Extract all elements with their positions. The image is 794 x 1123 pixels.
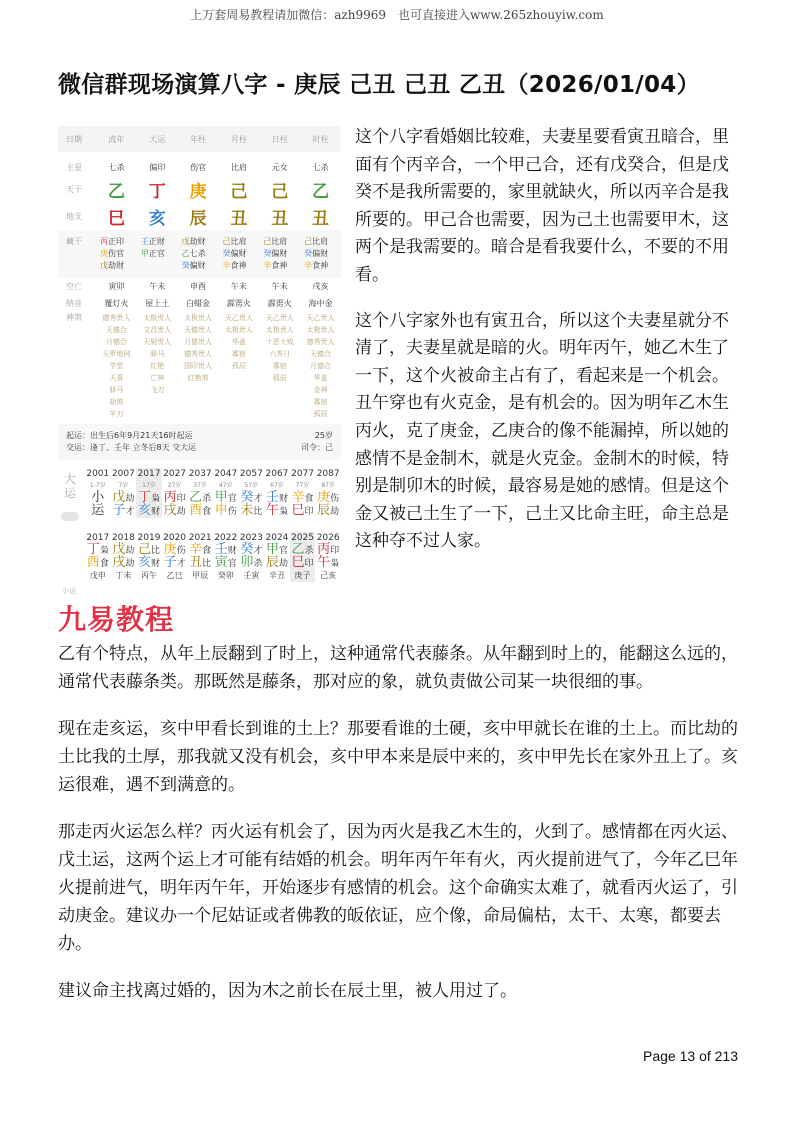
row-label: 纳音 — [66, 298, 82, 308]
year: 2026 — [316, 533, 340, 543]
row-label: 神煞 — [66, 313, 82, 322]
pillar-char: 丁 — [148, 182, 166, 202]
year: 2025 — [291, 533, 314, 543]
shensha-item: 太极贵人 — [306, 326, 335, 334]
ten-god: 杀 — [253, 559, 263, 569]
branch: 亥 — [137, 503, 151, 518]
dayun-column[interactable] — [213, 468, 239, 518]
ten-god: 比肩 — [271, 237, 288, 246]
branch: 丑 — [189, 555, 203, 570]
branch: 午 — [317, 555, 331, 570]
cell: 屋上土 — [145, 298, 170, 308]
pillar-char: 丑 — [312, 209, 330, 229]
shensha-item: 红艳煞 — [187, 374, 209, 382]
stem: 壬 — [265, 490, 279, 505]
row-dizhi — [58, 203, 341, 230]
cell: 午未 — [230, 281, 247, 291]
ten-god: 食神 — [312, 261, 329, 270]
shensha-item: 寡宿 — [272, 362, 287, 370]
ten-god: 枭 — [150, 494, 160, 504]
branch: 子 — [112, 503, 126, 518]
ten-god: 枭 — [99, 546, 109, 556]
shensha-item: 德秀贵人 — [102, 314, 131, 322]
row-label: 藏干 — [66, 237, 82, 246]
hidden-stem: 戊 — [181, 237, 190, 246]
row-nayin — [58, 294, 341, 312]
branch: 酉 — [86, 555, 100, 570]
ten-god: 劫 — [176, 507, 186, 517]
cell: 霹雳火 — [267, 298, 292, 308]
hidden-stem: 癸 — [263, 249, 272, 258]
ten-god: 比 — [150, 546, 160, 556]
liunian-column[interactable] — [162, 532, 188, 582]
shensha-item: 羊刃 — [109, 410, 124, 418]
ten-god: 劫财 — [189, 237, 206, 246]
ten-god: 食 — [202, 546, 212, 556]
pillar-char: 丑 — [230, 209, 248, 229]
ten-god: 偏财 — [312, 249, 329, 258]
age: 7岁 — [118, 482, 129, 489]
hidden-stem: 乙 — [181, 249, 190, 258]
hidden-stem: 庚 — [100, 249, 108, 258]
paragraph: 这个八字看婚姻比较难，夫妻星要看寅丑暗合，里面有个丙辛合，一个甲己合，还有戊癸合，但是戊癸不是我所需要的，家里就缺火，所以丙辛合是我所要的。甲己合也需要，因为己土也需要甲木，这两个是我需要的。暗合是看我要什么，不要的不用看。 — [355, 127, 729, 285]
shensha-item: 月德合 — [105, 338, 127, 346]
row-shensha — [58, 312, 341, 424]
cell: 白蜡金 — [186, 298, 211, 308]
ten-god: 比肩 — [312, 237, 329, 246]
shensha-item: 驿马 — [150, 350, 165, 358]
qiyun-text: 起运：出生后6年9月21天16时起运 — [66, 431, 193, 440]
row-canggan — [58, 230, 341, 278]
stem: 乙 — [189, 490, 203, 505]
chart-header-row — [58, 126, 341, 152]
shensha-item: 天乙贵人 — [224, 314, 253, 322]
hidden-stem: 壬 — [140, 237, 149, 246]
dayun-column[interactable] — [264, 468, 290, 518]
ten-god: 正官 — [148, 249, 165, 258]
year: 2020 — [163, 533, 187, 543]
shensha-item: 月德合 — [310, 362, 332, 370]
ten-god: 才 — [253, 546, 263, 556]
age: 77岁 — [295, 482, 310, 489]
branch: 午 — [265, 503, 279, 518]
column-header: 月柱 — [230, 134, 247, 144]
shensha-item: 德秀贵人 — [184, 350, 213, 358]
age: 87岁 — [321, 482, 335, 489]
liunian-column[interactable] — [315, 532, 341, 582]
paragraph: 建议命主找离过婚的，因为木之前长在辰土里，被人用过了。 — [58, 981, 517, 1001]
shensha-item: 劫煞 — [109, 398, 124, 406]
hidden-stem: 戊 — [100, 261, 108, 270]
ten-god: 财 — [278, 494, 288, 504]
ten-god: 偏财 — [189, 261, 206, 270]
ten-god: 伤 — [176, 546, 186, 556]
ten-god: 偏财 — [230, 249, 247, 258]
ten-god: 官 — [227, 559, 237, 569]
dayun-column[interactable] — [136, 468, 162, 518]
liunian-column[interactable] — [213, 532, 239, 582]
ten-god: 伤官 — [108, 249, 124, 258]
shensha-item: 飞刃 — [150, 386, 165, 394]
paragraph: 现在走亥运，亥中甲看长到谁的土上？那要看谁的土硬，亥中甲就长在谁的土上。而比劫的土比我的土厚，那我就又没有机会，亥中甲本来是辰中来的，亥中甲先长在家外丑上了。亥运很难，遇不到满意的。 — [58, 719, 738, 795]
cell: 元女 — [271, 162, 288, 172]
branch: 子 — [163, 555, 177, 570]
ten-god: 杀 — [304, 546, 314, 556]
ten-god: 食神 — [271, 261, 288, 270]
page-title: 微信群现场演算八字 - 庚辰 己丑 己丑 乙丑（2026/01/04） — [58, 72, 700, 98]
pillar-char: 己 — [230, 182, 248, 202]
branch: 亥 — [137, 555, 151, 570]
ten-god: 正财 — [148, 237, 165, 246]
stem: 丁 — [137, 490, 151, 505]
ten-god: 伤 — [227, 507, 237, 517]
dayun-label: 大运 — [64, 472, 77, 500]
branch: 辰 — [265, 555, 279, 570]
dayun-column[interactable] — [239, 468, 265, 518]
shensha-item: 金神 — [313, 386, 328, 394]
shensha-item: 寡宿 — [313, 398, 328, 406]
year: 2007 — [111, 469, 135, 479]
shensha-item: 天乙贵人 — [306, 314, 335, 322]
year: 2017 — [86, 533, 110, 543]
ten-god: 财 — [150, 507, 160, 517]
column-header: 流年 — [108, 134, 125, 144]
shensha-item: 孤辰 — [231, 362, 246, 370]
stem: 己 — [137, 542, 151, 557]
stem: 庚 — [317, 490, 331, 505]
dayun-section — [58, 460, 341, 518]
pillar-char: 乙 — [107, 182, 125, 202]
cell: 霹雳火 — [226, 298, 251, 308]
xiaoyun: 庚子 — [294, 571, 311, 580]
hidden-stem: 辛 — [304, 261, 313, 270]
year: 2021 — [188, 533, 212, 543]
ten-god: 印 — [304, 559, 314, 569]
stem: 辛 — [189, 542, 203, 557]
branch: 未 — [240, 503, 254, 518]
column-header: 时柱 — [312, 134, 329, 144]
liunian-column[interactable] — [290, 532, 316, 582]
stem: 辛 — [291, 490, 305, 505]
ten-god: 食 — [202, 507, 212, 517]
xiaoyun: 己亥 — [320, 571, 337, 580]
branch: 酉 — [189, 503, 203, 518]
row-label: 天干 — [66, 185, 82, 194]
liunian-column[interactable] — [187, 532, 213, 582]
shensha-item: 驿马 — [109, 386, 124, 394]
shensha-item: 学堂 — [109, 362, 124, 370]
cell: 覆灯火 — [104, 298, 129, 308]
column-header: 年柱 — [190, 134, 207, 144]
liunian-column[interactable] — [111, 532, 137, 582]
dayun-column[interactable] — [187, 468, 213, 518]
ten-god: 食 — [304, 494, 314, 504]
ten-god: 正印 — [108, 237, 124, 246]
dayun-column[interactable] — [290, 468, 316, 518]
pillar-char: 己 — [271, 182, 289, 202]
shensha-item: 太极贵人 — [224, 326, 253, 334]
year: 2037 — [188, 469, 212, 479]
shensha-item: 天德合 — [105, 326, 127, 334]
hidden-stem: 己 — [263, 237, 272, 246]
stem: 甲 — [265, 542, 279, 557]
cell: 申酉 — [190, 281, 207, 291]
branch: 辰 — [317, 503, 331, 518]
hidden-stem: 辛 — [222, 261, 231, 270]
ten-god: 劫 — [125, 494, 135, 504]
age: 27岁 — [167, 482, 182, 489]
ten-god: 印 — [330, 546, 340, 556]
ten-god: 劫财 — [108, 261, 124, 270]
year: 2067 — [265, 469, 289, 479]
age: 47岁 — [218, 482, 233, 489]
ten-god: 比 — [253, 507, 263, 517]
ten-god: 印 — [176, 494, 186, 504]
ten-god: 才 — [125, 507, 135, 517]
shensha-item: 天德合 — [310, 350, 332, 358]
cell: 海中金 — [308, 298, 333, 308]
paragraph: 乙有个特点，从年上辰翻到了时上，这种通常代表藤条。从年翻到时上的，能翻这么远的，通常代表藤条类。那既然是藤条，那对应的象，就负责做公司某一块很细的事。 — [58, 644, 738, 692]
ten-god: 才 — [253, 494, 263, 504]
xiaoyun: 乙巳 — [166, 571, 183, 580]
header-watermark: 上万套周易教程请加微信：azh9969 也可直接进入www.265zhouyiw.com — [190, 8, 604, 22]
stem: 庚 — [163, 542, 177, 557]
age: 67岁 — [270, 482, 284, 489]
ten-god: 食神 — [230, 261, 247, 270]
branch: 申 — [214, 503, 228, 518]
shensha-item: 太极贵人 — [184, 314, 213, 322]
column-header: 日柱 — [271, 134, 288, 144]
age-text: 25岁 — [314, 431, 333, 440]
row-zhuxing — [58, 158, 341, 176]
year: 2087 — [316, 469, 340, 479]
ten-god: 比 — [202, 559, 212, 569]
body-text — [58, 640, 741, 1024]
shensha-item: 六秀日 — [269, 350, 291, 358]
stem: 小 — [91, 490, 105, 505]
age: 57岁 — [244, 482, 259, 489]
xiaoyun: 戊申 — [89, 571, 106, 580]
ten-god: 才 — [176, 559, 186, 569]
jiaoyun-text: 交运：逢丁、壬年 立冬后8天 交大运 — [66, 443, 197, 452]
year: 2017 — [137, 469, 161, 479]
stem: 戊 — [112, 490, 126, 505]
cell: 寅卯 — [108, 281, 125, 291]
shensha-item: 红艳 — [150, 362, 165, 370]
cell: 比肩 — [230, 162, 247, 172]
shensha-item: 德秀贵人 — [306, 338, 335, 346]
paragraph: 那走丙火运怎么样？丙火运有机会了，因为丙火是我乙木生的，火到了。感情都在丙火运、戊土运，这两个运上才可能有结婚的机会。明年丙午年有火，丙火提前进气了，今年乙巳年火提前进气，明年丙午年，开始逐步有感情的机会。这个命确实太难了，就看丙火运了，引动庚金。建议办一个尼姑证或者佛教的皈依证，应个像，命局偏枯，太干、太寒，都要去办。 — [58, 822, 738, 954]
year: 2027 — [163, 469, 187, 479]
side-text — [355, 124, 741, 574]
cell: 伤官 — [190, 162, 207, 172]
ten-god: 劫 — [125, 559, 135, 569]
stem: 壬 — [214, 542, 228, 557]
shensha-item: 孤辰 — [313, 410, 328, 418]
qiyun-info — [58, 424, 341, 460]
cell: 七杀 — [312, 162, 329, 172]
hidden-stem: 己 — [222, 237, 231, 246]
xiaoyun: 丁未 — [115, 571, 132, 580]
column-header: 大运 — [149, 134, 166, 144]
cell: 戌亥 — [312, 281, 329, 291]
branch: 巳 — [291, 503, 305, 518]
stem: 癸 — [240, 542, 254, 557]
row-tiangan — [58, 176, 341, 203]
age: 17岁 — [142, 482, 156, 489]
shensha-item: 月德贵人 — [184, 338, 213, 346]
branch: 寅 — [214, 555, 228, 570]
shensha-item: 寡宿 — [231, 350, 246, 358]
pillar-char: 丑 — [271, 209, 289, 229]
shensha-item: 华盖 — [313, 374, 328, 382]
age: 37岁 — [193, 482, 207, 489]
logo-watermark: 九易教程 — [58, 603, 175, 636]
hidden-stem: 癸 — [304, 249, 313, 258]
liunian-column[interactable] — [239, 532, 265, 582]
xiaoyun-label: 小运 — [62, 587, 76, 595]
ten-god: 食 — [99, 559, 109, 569]
stem: 乙 — [291, 542, 305, 557]
xiaoyun: 甲辰 — [192, 571, 209, 580]
shensha-item: 天厨贵人 — [143, 338, 172, 346]
branch: 巳 — [291, 555, 305, 570]
dayun-column[interactable] — [85, 468, 111, 518]
cell: 七杀 — [108, 162, 125, 172]
paragraph: 这个八字家外也有寅丑合，所以这个夫妻星就分不清了，夫妻星就是暗的火。明年丙午，她乙木生了一下，这个火被命主占有了，看起来是一个机会。丑午穿也有火克金，是有机会的。因为明年乙木生丙火，克了庚金，乙庚合的像不能漏掉，所以她的感情不是金制木，就是火克金。金制木的时候，特别是制卯木的时候，最容易是她的感情。但是这个金又被己土生了一下，己土又比命主旺，命主总是这种夺不过人家。 — [355, 310, 729, 552]
liunian-column[interactable] — [264, 532, 290, 582]
xiaoyun: 癸卯 — [217, 571, 234, 580]
hidden-stem: 丙 — [100, 237, 108, 246]
year: 2018 — [111, 533, 135, 543]
cell: 偏印 — [149, 162, 166, 172]
branch: 戌 — [163, 503, 177, 518]
ten-god: 比肩 — [230, 237, 247, 246]
year: 2024 — [265, 533, 289, 543]
pillar-char: 巳 — [107, 209, 125, 229]
stem: 丁 — [86, 542, 100, 557]
year: 2023 — [239, 533, 263, 543]
branch: 运 — [91, 503, 105, 518]
xiaoyun: 辛丑 — [268, 571, 285, 580]
shensha-item: 华盖 — [231, 338, 246, 346]
row-label: 空亡 — [66, 281, 82, 291]
stem: 丙 — [317, 542, 331, 557]
shensha-item: 国印贵人 — [184, 362, 213, 370]
shensha-item: 天喜 — [109, 374, 124, 382]
row-label: 地支 — [66, 212, 82, 221]
bazi-chart-image — [58, 126, 341, 604]
hidden-stem: 甲 — [140, 249, 149, 258]
pillar-char: 亥 — [148, 209, 166, 229]
shensha-item: 太极贵人 — [143, 314, 172, 322]
ten-god: 枭 — [330, 559, 340, 569]
xiaoyun: 壬寅 — [243, 571, 260, 580]
ten-god: 劫 — [330, 507, 340, 517]
liunian-section — [58, 518, 341, 595]
cell: 午未 — [149, 281, 166, 291]
year: 2077 — [291, 469, 314, 479]
pillar-char: 乙 — [312, 182, 330, 202]
ten-god: 枭 — [278, 507, 288, 517]
year: 2057 — [239, 469, 263, 479]
shensha-item: 天罗地网 — [102, 350, 131, 358]
cell: 午未 — [271, 281, 288, 291]
year: 2001 — [86, 469, 110, 479]
stem: 丙 — [163, 490, 177, 505]
ten-god: 劫 — [278, 559, 288, 569]
ten-god: 官 — [227, 494, 237, 504]
dayun-column[interactable] — [111, 468, 137, 518]
ten-god: 财 — [227, 546, 237, 556]
shensha-item: 亡神 — [150, 374, 165, 382]
liunian-column[interactable] — [136, 532, 162, 582]
hidden-stem: 己 — [304, 237, 313, 246]
siling-text: 司令：己 — [301, 443, 333, 452]
ten-god: 官 — [278, 546, 288, 556]
dayun-column[interactable] — [315, 468, 341, 518]
year: 2019 — [137, 533, 161, 543]
row-label: 主星 — [66, 162, 82, 172]
shensha-item: 天乙贵人 — [265, 314, 294, 322]
ten-god: 伤 — [330, 494, 340, 504]
ten-god: 偏财 — [271, 249, 288, 258]
ten-god: 七杀 — [189, 249, 206, 258]
pillar-char: 庚 — [189, 182, 207, 202]
liunian-column[interactable] — [85, 532, 111, 582]
ten-god: 杀 — [202, 494, 212, 504]
ten-god: 印 — [304, 507, 314, 517]
year: 2047 — [214, 469, 238, 479]
ten-god: 劫 — [125, 546, 135, 556]
hidden-stem: 辛 — [263, 261, 272, 270]
pillar-char: 辰 — [189, 209, 207, 229]
column-header: 日期 — [66, 134, 82, 144]
page-number: Page 13 of 213 — [643, 1048, 738, 1064]
hidden-stem: 癸 — [222, 249, 231, 258]
shensha-item: 太极贵人 — [265, 326, 294, 334]
dayun-column[interactable] — [162, 468, 188, 518]
shensha-item: 孤辰 — [272, 374, 287, 382]
hidden-stem: 癸 — [181, 261, 190, 270]
stem: 戊 — [112, 542, 126, 557]
year: 2022 — [214, 533, 238, 543]
xiaoyun: 丙午 — [140, 571, 157, 580]
row-kongwang — [58, 278, 341, 294]
shensha-item: 十恶大败 — [265, 338, 294, 346]
stem: 癸 — [240, 490, 254, 505]
stem: 甲 — [214, 490, 228, 505]
branch: 戌 — [112, 555, 126, 570]
ten-god: 财 — [150, 559, 160, 569]
age: 1-7岁 — [89, 482, 106, 489]
branch: 卯 — [240, 555, 254, 570]
shensha-item: 天德贵人 — [184, 326, 213, 334]
shensha-item: 文昌贵人 — [143, 326, 172, 334]
